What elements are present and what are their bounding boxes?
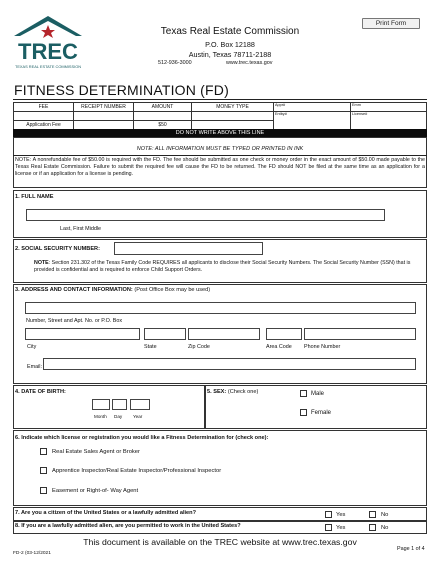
staff-entby-label: Entby# [274, 112, 351, 130]
typed-notice: NOTE: ALL INFORMATION MUST BE TYPED OR PRINTED IN INK [136, 146, 304, 152]
amount-header: AMOUNT [134, 103, 192, 112]
ssn-note: NOTE: Section 231.302 of the Texas Family Code REQUIRES all applicants to disclose their Social Security Numbers. The Social Security Number (SSN) that is provided is confidential and is required to enforce Child Support Orders. [34, 260, 411, 274]
amount-cell: $50 [134, 121, 192, 130]
email-label: Email: [27, 364, 42, 370]
street-input[interactable] [25, 302, 416, 314]
q8-no-checkbox[interactable] [369, 524, 376, 531]
license-label: 6. Indicate which license or registration you would like a Fitness Determination for (check one): [15, 435, 269, 441]
female-checkbox[interactable] [300, 409, 307, 416]
logo-text: TREC [18, 39, 78, 64]
title-divider [13, 99, 427, 100]
full-name-label: 1. FULL NAME [15, 194, 54, 200]
q7-no-label: No [381, 512, 389, 518]
dob-month-input[interactable] [92, 399, 110, 410]
staff-license-label: License# [351, 112, 427, 130]
full-name-input[interactable] [26, 209, 385, 221]
email-input[interactable] [43, 358, 416, 370]
po-box: P.O. Box 12188 [205, 40, 255, 49]
q8-no-label: No [381, 525, 389, 531]
q8-label: 8. If you are a lawfully admitted alien, are you permitted to work in the United States? [15, 523, 241, 529]
license-option-sales-checkbox[interactable] [40, 448, 47, 455]
dob-year-input[interactable] [130, 399, 150, 410]
availability-note: This document is available on the TREC website at www.trec.texas.gov [83, 537, 357, 547]
city-input[interactable] [25, 328, 140, 340]
q8-yes-label: Yes [336, 525, 346, 531]
print-form-button[interactable]: Print Form [362, 18, 420, 29]
dob-month-label: Month [94, 414, 107, 419]
state-label: State [144, 344, 157, 350]
full-name-sublabel: Last, First Middle [60, 226, 102, 232]
dob-day-input[interactable] [112, 399, 127, 410]
form-title: FITNESS DETERMINATION (FD) [14, 82, 229, 98]
area-code-label: Area Code [266, 344, 292, 350]
sex-label: 5. SEX: (Check one) [207, 389, 259, 395]
staff-emm-label: Emm [351, 103, 427, 112]
page-number: Page 1 of 4 [397, 546, 425, 552]
ssn-input[interactable] [114, 242, 263, 255]
address-label: 3. ADDRESS AND CONTACT INFORMATION: (Post Office Box may be used) [15, 287, 211, 293]
male-checkbox[interactable] [300, 390, 307, 397]
form-id: FD-2 (03-12/2021 [13, 551, 51, 556]
staff-appr-label: Appr# [274, 103, 351, 112]
ssn-label: 2. SOCIAL SECURITY NUMBER: [15, 246, 100, 252]
male-label: Male [311, 391, 325, 397]
female-label: Female [311, 410, 332, 416]
trec-logo [10, 12, 86, 74]
q8-yes-checkbox[interactable] [325, 524, 332, 531]
fee-table [13, 102, 427, 130]
zip-input[interactable] [188, 328, 260, 340]
license-option-inspector-label: Apprentice Inspector/Real Estate Inspector/Professional Inspector [52, 468, 222, 474]
dob-day-label: Day [114, 414, 123, 419]
q7-yes-label: Yes [336, 512, 346, 518]
q7-yes-checkbox[interactable] [325, 511, 332, 518]
city-address: Austin, Texas 78711-2188 [188, 50, 272, 59]
website: www.trec.texas.gov [226, 60, 273, 66]
zip-label: Zip Code [188, 344, 210, 350]
phone-number: 512-936-3000 [158, 60, 192, 66]
q7-label: 7. Are you a citizen of the United States or a lawfully admitted alien? [15, 510, 197, 516]
street-label: Number, Street and Apt. No. or P.O. Box [26, 318, 123, 324]
star-icon [41, 25, 55, 38]
phone-input[interactable] [304, 328, 416, 340]
fee-note: NOTE: A nonrefundable fee of $50.00 is required with the FD. The fee should be submitted as one check or money order in the exact amount of $50.00 made payable to the Texas Real Estate Commission. Failure to submit the required fee will cause the FD to be returned. The FD should NOT be filed at the same time as an application for a license or if an application for a license is pending. [15, 157, 425, 178]
city-label: City [27, 344, 37, 350]
state-input[interactable] [144, 328, 186, 340]
fee-header: FEE [14, 103, 74, 112]
fee-cell: Application Fee [14, 121, 74, 130]
phone-label: Phone Number [304, 344, 341, 350]
license-option-inspector-checkbox[interactable] [40, 467, 47, 474]
org-name: Texas Real Estate Commission [160, 26, 300, 37]
q7-no-checkbox[interactable] [369, 511, 376, 518]
receipt-header: RECEIPT NUMBER [74, 103, 134, 112]
money-type-header: MONEY TYPE [192, 103, 274, 112]
dob-label: 4. DATE OF BIRTH: [15, 389, 66, 395]
license-option-sales-label: Real Estate Sales Agent or Broker [52, 449, 140, 455]
license-option-easement-checkbox[interactable] [40, 487, 47, 494]
area-code-input[interactable] [266, 328, 302, 340]
dob-year-label: Year [133, 414, 143, 419]
logo-subtext: TEXAS REAL ESTATE COMMISSION [14, 64, 82, 69]
license-option-easement-label: Easement or Right-of- Way Agent [52, 488, 139, 494]
do-not-write-bar: DO NOT WRITE ABOVE THIS LINE [13, 129, 427, 137]
